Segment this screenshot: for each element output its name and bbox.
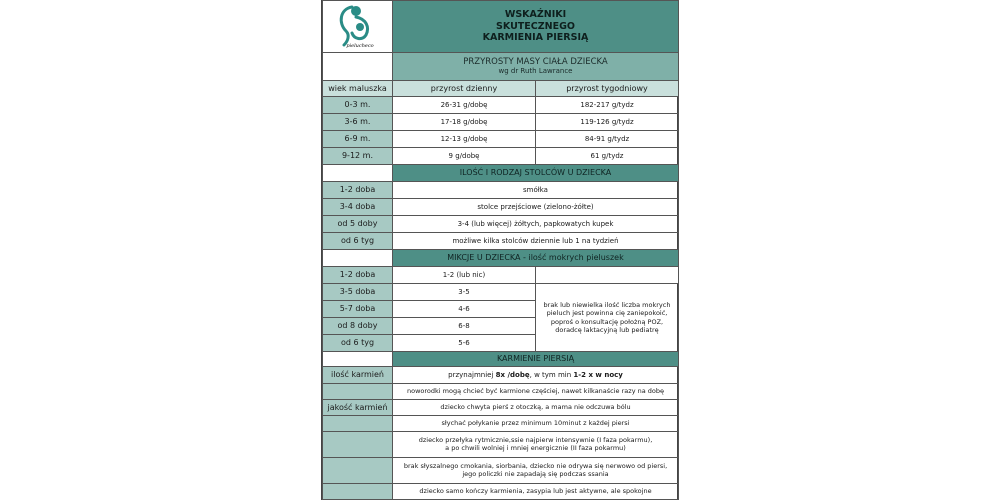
weight-weekly: 61 g/tydz	[536, 148, 679, 165]
urine-age: 5-7 doba	[323, 301, 393, 318]
weight-daily: 17-18 g/dobę	[393, 114, 536, 131]
stool-value: 3-4 (lub więcej) żółtych, papkowatych kupek	[393, 216, 679, 233]
feeding-extra-value: dziecko samo kończy karmienia, zasypia lub jest aktywne, ale spokojne	[393, 484, 679, 500]
feeding-section-title: KARMIENIE PIERSIĄ	[393, 352, 679, 367]
weight-weekly: 84-91 g/tydz	[536, 131, 679, 148]
urine-section-title: MIKCJE U DZIECKA - ilość mokrych pieluszek	[393, 250, 679, 267]
weight-age: 3-6 m.	[323, 114, 393, 131]
feeding-extra-value: dziecko przełyka rytmicznie,ssie najpierw intensywnie (I faza pokarmu), a po chwili wolniej i mniej energicznie (II faza pokarmu)	[393, 432, 679, 458]
weight-age: 9-12 m.	[323, 148, 393, 165]
logo	[323, 1, 393, 53]
weight-weekly: 119-126 g/tydz	[536, 114, 679, 131]
urine-age: od 8 doby	[323, 318, 393, 335]
blank-cell	[323, 384, 393, 400]
urine-value: 5-6	[393, 335, 536, 352]
blank-cell	[323, 416, 393, 432]
weight-age: 6-9 m.	[323, 131, 393, 148]
feeding-quality-label: jakość karmień	[323, 400, 393, 416]
blank-cell	[323, 165, 393, 182]
mother-child-logo-icon	[326, 1, 390, 49]
blank-cell	[323, 250, 393, 267]
blank-cell	[323, 432, 393, 458]
urine-value: 4-6	[393, 301, 536, 318]
urine-age: od 6 tyg	[323, 335, 393, 352]
col-header-daily: przyrost dzienny	[393, 81, 536, 97]
stool-age: od 6 tyg	[323, 233, 393, 250]
weight-weekly: 182-217 g/tydz	[536, 97, 679, 114]
feeding-count-label: ilość karmień	[323, 367, 393, 384]
stool-age: 3-4 doba	[323, 199, 393, 216]
logo-text: pielucheco	[345, 43, 374, 50]
blank-cell	[536, 267, 679, 284]
blank-cell	[323, 458, 393, 484]
document-sheet	[321, 0, 678, 500]
blank-cell	[323, 484, 393, 500]
stool-value: możliwe kilka stolców dziennie lub 1 na tydzień	[393, 233, 679, 250]
stool-age: od 5 doby	[323, 216, 393, 233]
weight-daily: 26-31 g/dobę	[393, 97, 536, 114]
urine-value: 3-5	[393, 284, 536, 301]
weight-daily: 12-13 g/dobę	[393, 131, 536, 148]
stool-age: 1-2 doba	[323, 182, 393, 199]
stool-value: stolce przejściowe (zielono-żółte)	[393, 199, 679, 216]
blank-cell	[323, 352, 393, 367]
col-header-age: wiek maluszka	[323, 81, 393, 97]
urine-age: 3-5 doba	[323, 284, 393, 301]
feeding-extra-value: brak słyszalnego cmokania, siorbania, dziecko nie odrywa się nerwowo od piersi, jego policzki nie zapadają się podczas ssania	[393, 458, 679, 484]
stool-section-title: ILOŚĆ I RODZAJ STOLCÓW U DZIECKA	[393, 165, 679, 182]
feeding-quality-value: dziecko chwyta pierś z otoczką, a mama nie odczuwa bólu	[393, 400, 679, 416]
page-title: WSKAŹNIKI SKUTECZNEGO KARMIENIA PIERSIĄ	[393, 1, 679, 53]
feeding-count-value: przynajmniej 8x /dobę, w tym min 1-2 x w nocy	[393, 367, 679, 384]
col-header-weekly: przyrost tygodniowy	[536, 81, 679, 97]
urine-note: brak lub niewielka ilość liczba mokrych pieluch jest powinna cię zaniepokoić, poproś o konsultację położną POZ, doradcę laktacyjną lub pediatrę	[536, 284, 679, 352]
urine-age: 1-2 doba	[323, 267, 393, 284]
weight-daily: 9 g/dobę	[393, 148, 536, 165]
urine-value: 1-2 (lub nic)	[393, 267, 536, 284]
feeding-quality-value: noworodki mogą chcieć być karmione częściej, nawet kilkanaście razy na dobę	[393, 384, 679, 400]
blank-cell	[323, 53, 393, 81]
urine-value: 6-8	[393, 318, 536, 335]
feeding-quality-value: słychać połykanie przez minimum 10minut z każdej piersi	[393, 416, 679, 432]
stool-value: smółka	[393, 182, 679, 199]
weight-age: 0-3 m.	[323, 97, 393, 114]
feeding-indicators-table	[322, 0, 679, 500]
weight-section-title: PRZYROSTY MASY CIAŁA DZIECKA wg dr Ruth Lawrance	[393, 53, 679, 81]
